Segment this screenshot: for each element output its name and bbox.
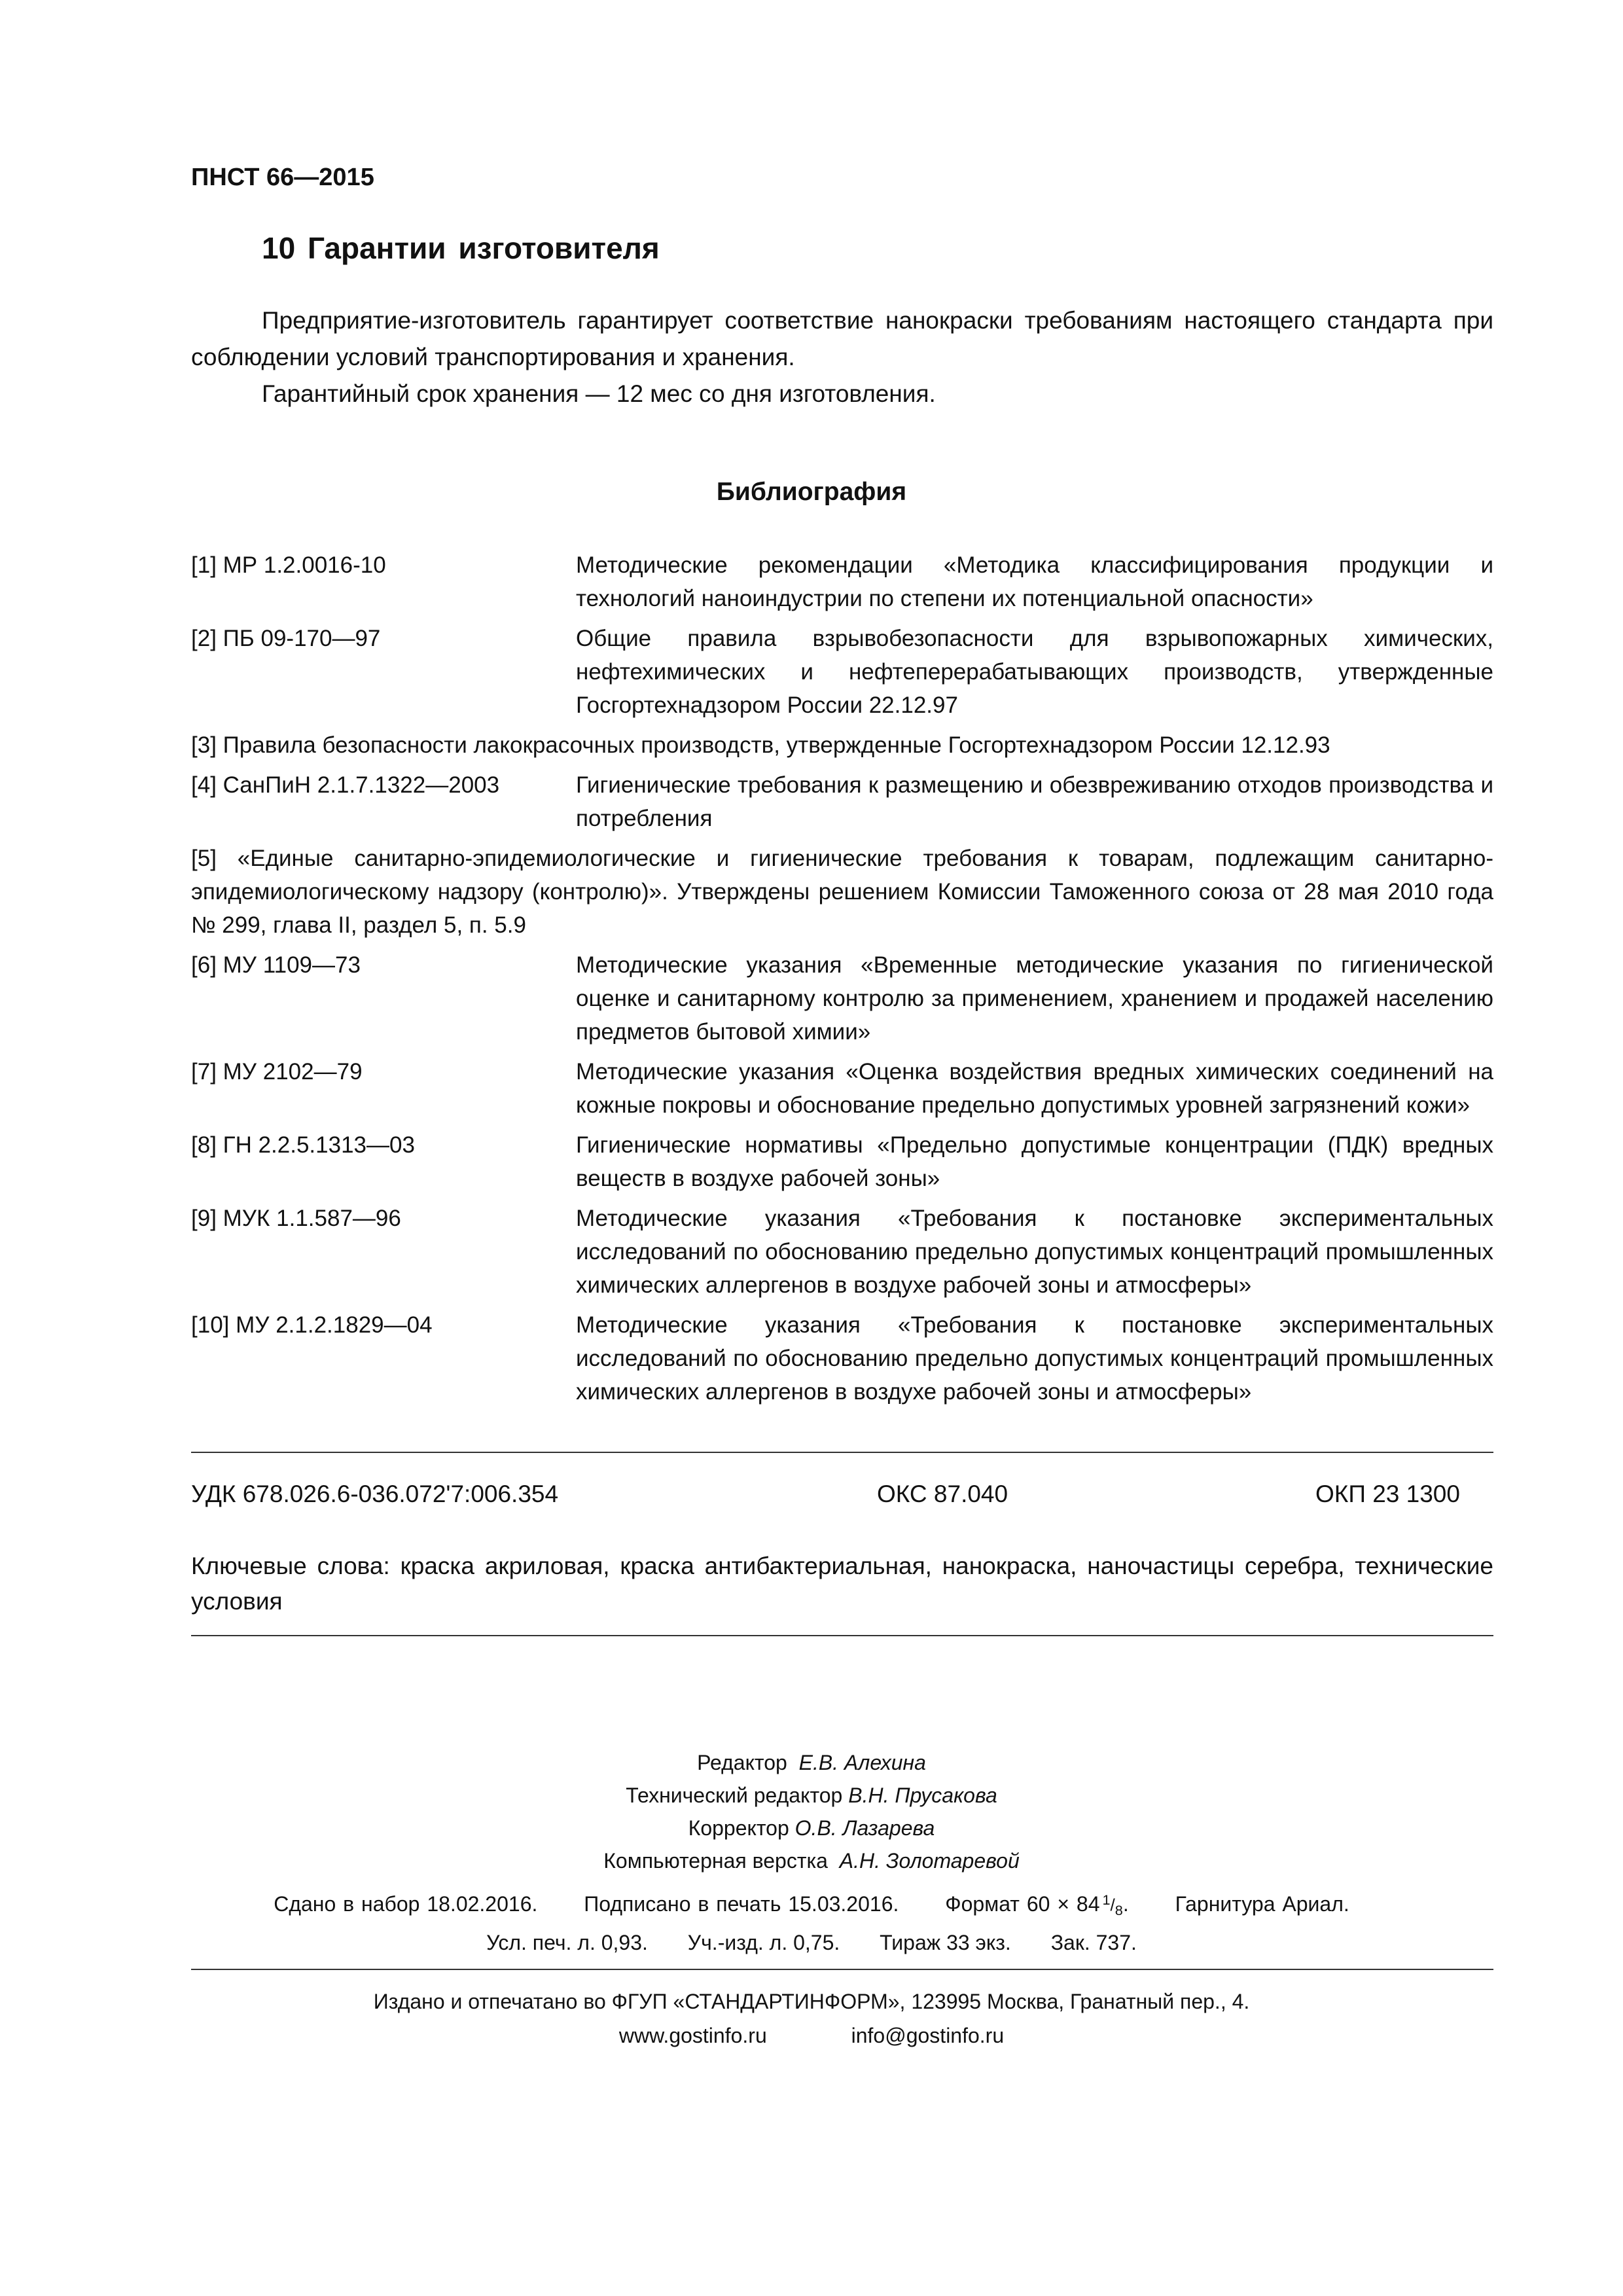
print-info-line-2 xyxy=(0,1931,1623,1955)
print-usl: Усл. печ. л. 0,93. xyxy=(486,1931,648,1954)
okp-code: ОКП 23 1300 xyxy=(1315,1480,1460,1507)
bibliography-code: [7] МУ 2102—79 xyxy=(191,1059,363,1085)
credit-role: Технический редактор xyxy=(626,1784,843,1807)
divider-middle xyxy=(191,1635,1493,1636)
bibliography-code: [8] ГН 2.2.5.1313—03 xyxy=(191,1132,415,1158)
credit-layout xyxy=(0,1844,1623,1877)
bibliography-code: [10] МУ 2.1.2.1829—04 xyxy=(191,1312,433,1338)
publisher-website-link[interactable]: www.gostinfo.ru xyxy=(618,2024,767,2047)
bibliography-item-10 xyxy=(191,1308,1493,1408)
print-zak: Зак. 737. xyxy=(1050,1931,1137,1954)
print-podpisano: Подписано в печать 15.03.2016. xyxy=(584,1892,899,1916)
print-garnitura: Гарнитура Ариал. xyxy=(1175,1892,1349,1916)
divider-bottom xyxy=(191,1969,1493,1970)
format-denominator: 8 xyxy=(1115,1901,1123,1918)
format-fraction: $^1/_8$ xyxy=(1102,1892,1123,1918)
bibliography-description: Методические указания «Оценка воздействия вредных химических соединений на кожные покровы и обоснование предельно допустимых уровней загрязнений кожи» xyxy=(576,1059,1493,1118)
keywords: Ключевые слова: краска акриловая, краска антибактериальная, нанокраска, наночастицы серебра, технические условия xyxy=(191,1552,1493,1615)
format-numerator: 1 xyxy=(1102,1892,1111,1908)
bibliography-code: [6] МУ 1109—73 xyxy=(191,952,361,978)
publisher-email-link[interactable]: info@gostinfo.ru xyxy=(851,2024,1005,2047)
bibliography-item-6 xyxy=(191,948,1493,1049)
credit-corrector xyxy=(0,1812,1623,1844)
format-prefix: Формат 60 × 84 xyxy=(945,1892,1100,1916)
credit-role: Редактор xyxy=(697,1751,787,1774)
bibliography-code: [4] СанПиН 2.1.7.1322—2003 xyxy=(191,772,500,798)
bibliography-code: [9] МУК 1.1.587—96 xyxy=(191,1206,401,1231)
paragraph-text: Предприятие-изготовитель гарантирует соответствие нанокраски требованиям настоящего стандарта при соблюдении условий транспортирования и хранения. xyxy=(191,307,1493,370)
bibliography-description: Методические указания «Требования к постановке экспериментальных исследований по обоснованию предельно допустимых концентраций промышленных химических аллергенов в воздухе рабочей зоны и атмосферы» xyxy=(576,1312,1493,1405)
bibliography-description: Общие правила взрывобезопасности для взрывопожарных химических, нефтехимических и нефтеперерабатывающих производств, утвержденные Госгортехнадзором России 22.12.97 xyxy=(576,626,1493,718)
credits-block xyxy=(0,1746,1623,1877)
bibliography-description: Методические указания «Временные методические указания по гигиенической оценке и санитарному контролю за применением, хранением и продажей населению предметов бытовой химии» xyxy=(576,952,1493,1045)
bibliography-item-5: [5] «Единые санитарно-эпидемиологические и гигиенические требования к товарам, подлежащим санитарно-эпидемиологическому надзору (контролю)». Утверждены решением Комиссии Таможенного союза от 28 мая 2010 года № 299, глава II, раздел 5, п. 5.9 xyxy=(191,846,1493,938)
bibliography-item-3: [3] Правила безопасности лакокрасочных производств, утвержденные Госгортехнадзором России 12.12.93 xyxy=(191,732,1330,758)
credit-name: Е.В. Алехина xyxy=(798,1751,926,1774)
bibliography-description: Методические указания «Требования к постановке экспериментальных исследований по обоснованию предельно допустимых концентраций промышленных химических аллергенов в воздухе рабочей зоны и атмосферы» xyxy=(576,1206,1493,1298)
credit-editor xyxy=(0,1746,1623,1779)
section-paragraph-1 xyxy=(191,302,1493,376)
section-title: 10 Гарантии изготовителя xyxy=(262,231,660,265)
credit-role: Компьютерная верстка xyxy=(603,1849,828,1873)
section-paragraph-2: Гарантийный срок хранения — 12 мес со дня изготовления. xyxy=(262,380,936,407)
bibliography-item-8 xyxy=(191,1128,1493,1195)
bibliography-list xyxy=(191,548,1493,1415)
udk-code: УДК 678.026.6-036.072'7:006.354 xyxy=(191,1480,559,1507)
bibliography-code: [1] МР 1.2.0016-10 xyxy=(191,552,386,578)
bibliography-title: Библиография xyxy=(716,478,907,506)
bibliography-item-7 xyxy=(191,1055,1493,1122)
credit-name: А.Н. Золотаревой xyxy=(839,1849,1020,1873)
bibliography-item-1 xyxy=(191,548,1493,615)
bibliography-description: Гигиенические требования к размещению и обезвреживанию отходов производства и потребления xyxy=(576,772,1493,831)
print-format: Формат 60 × 84 $^1/_8$. xyxy=(945,1892,1129,1918)
bibliography-item-2 xyxy=(191,622,1493,722)
print-sdano: Сдано в набор 18.02.2016. xyxy=(274,1892,538,1916)
bibliography-item-9 xyxy=(191,1202,1493,1302)
publisher-links xyxy=(0,2018,1623,2053)
bibliography-description: Методические рекомендации «Методика классифицирования продукции и технологий наноиндустрии по степени их потенциальной опасности» xyxy=(576,552,1493,611)
document-id: ПНСТ 66—2015 xyxy=(191,164,374,191)
print-uch: Уч.-изд. л. 0,75. xyxy=(687,1931,840,1954)
publisher-block xyxy=(0,1984,1623,2053)
credit-name: В.Н. Прусакова xyxy=(848,1784,997,1807)
credit-role: Корректор xyxy=(688,1816,789,1840)
divider-top xyxy=(191,1452,1493,1453)
publisher-line: Издано и отпечатано во ФГУП «СТАНДАРТИНФОРМ», 123995 Москва, Гранатный пер., 4. xyxy=(373,1990,1250,2013)
bibliography-code: [2] ПБ 09-170—97 xyxy=(191,626,381,651)
credit-name: О.В. Лазарева xyxy=(794,1816,935,1840)
bibliography-item-4 xyxy=(191,768,1493,835)
print-info-line-1 xyxy=(0,1892,1623,1919)
print-tirazh: Тираж 33 экз. xyxy=(880,1931,1011,1954)
oks-code: ОКС 87.040 xyxy=(877,1480,1008,1507)
bibliography-description: Гигиенические нормативы «Предельно допустимые концентрации (ПДК) вредных веществ в воздухе рабочей зоны» xyxy=(576,1132,1493,1191)
credit-tech-editor xyxy=(0,1779,1623,1812)
